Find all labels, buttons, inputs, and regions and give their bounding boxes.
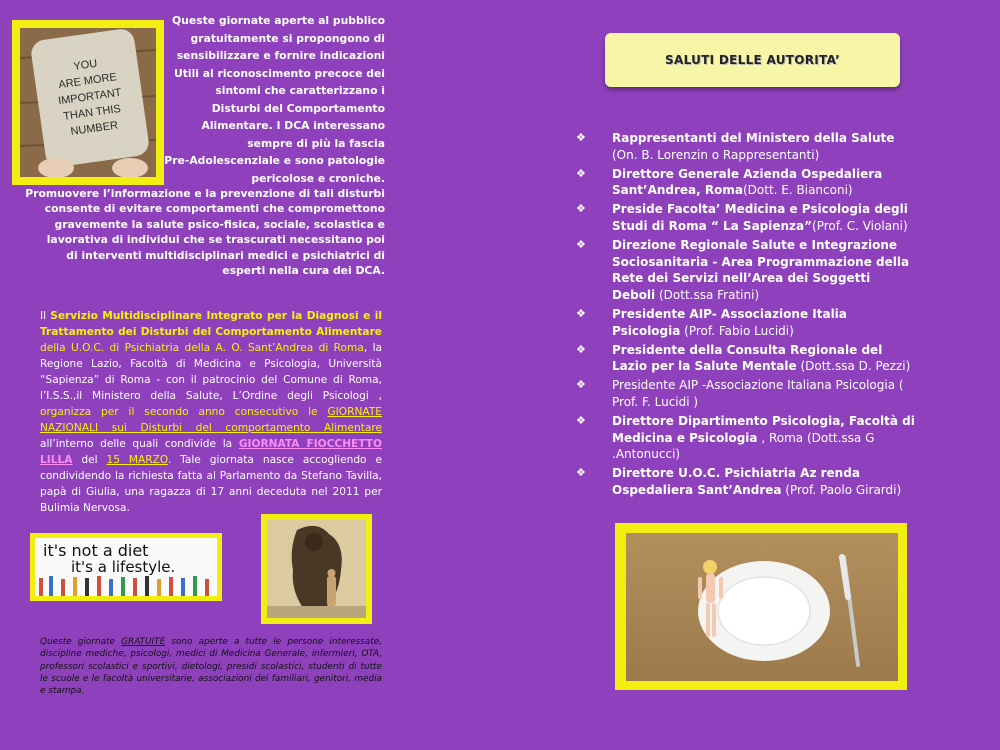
diamond-bullet-icon: ❖	[576, 466, 586, 480]
servizio-il: Il	[40, 310, 51, 322]
authorities-title-box	[605, 33, 900, 87]
plate-illustration	[626, 533, 898, 681]
diet-line-2: it's a lifestyle.	[71, 558, 176, 576]
authorities-list	[576, 130, 916, 501]
item-normal: (On. B. Lorenzin o Rappresentanti)	[612, 147, 820, 162]
servizio-paragraph	[40, 308, 382, 516]
prevention-line: di interventi multidisciplinari medici e psichiatrici di	[66, 248, 385, 262]
item-bold: Presidente AIP- Associazione Italia Psicologia	[612, 306, 847, 338]
item-bold: Presidente della Consulta Regionale del Lazio per la Salute Mentale	[612, 342, 883, 374]
list-item	[576, 413, 916, 463]
item-bold: Direzione Regionale Salute e Integrazione Sociosanitaria - Area Programmazione della Rete dei Servizi nell’Area dei Soggetti Deboli	[612, 237, 910, 303]
prevention-line: esperti nella cura dei DCA.	[222, 264, 385, 278]
list-item	[576, 130, 916, 164]
item-normal: (Prof. C. Violani)	[812, 218, 908, 233]
list-item	[576, 237, 916, 304]
giornate-nazionali-link[interactable]: GIORNATE NAZIONALI sui Disturbi del comportamento Alimentare	[40, 406, 382, 434]
authorities-title: SALUTI DELLE AUTORITA’	[665, 53, 840, 67]
servizio-condivide: all’interno delle quali condivide la	[40, 438, 239, 450]
scale-text-3: IMPORTANT	[57, 86, 123, 108]
plate-photo	[626, 533, 898, 681]
footer-c: sono aperte a tutte le persone interessate, discipline mediche, psicologi, medici di Medicina Generale, infermieri, OTA, professori scolastici e sportivi, dietologi, presidi scolastici, studenti di tutte le scuole e le facoltà universitarie, associazioni dei familiari, genitori, media e stampa.	[40, 637, 382, 697]
list-item	[576, 166, 916, 200]
item-bold: Direttore Generale Azienda Ospedaliera Sant’Andrea, Roma	[612, 166, 883, 198]
intro-line: Queste giornate aperte al pubblico	[172, 14, 385, 27]
intro-line: sintomi che caratterizzano i	[215, 84, 385, 97]
servizio-del: del	[72, 454, 107, 466]
prevention-line: Promuovere l’informazione e la prevenzione di tali disturbi	[25, 187, 385, 200]
diamond-bullet-icon: ❖	[576, 378, 586, 392]
diamond-bullet-icon: ❖	[576, 413, 586, 427]
item-normal: (Dott. E. Bianconi)	[742, 183, 853, 198]
diet-line-1: it's not a diet	[43, 541, 149, 560]
intro-line: pericolose e croniche.	[251, 171, 385, 185]
footer-a: Queste giornate	[40, 637, 122, 647]
item-normal: , Roma (Dott.ssa G .Antonucci)	[612, 430, 875, 462]
prevention-line: gravemente la salute psico-fisica, sociale, scolastica e	[54, 217, 385, 231]
diet-illustration	[35, 538, 217, 596]
item-normal: Presidente AIP -Associazione Italiana Psicologia ( Prof. F. Lucidi )	[612, 378, 904, 409]
footer-gratuite: GRATUITE	[121, 637, 166, 647]
date-15-marzo: 15 MARZO	[106, 454, 168, 466]
scale-illustration	[20, 28, 156, 177]
intro-line: Pre-Adolescenziale e sono patologie	[164, 154, 385, 167]
item-normal: (Prof. Fabio Lucidi)	[680, 323, 794, 338]
diamond-bullet-icon: ❖	[576, 166, 586, 180]
diamond-bullet-icon: ❖	[576, 237, 586, 251]
intro-line: gratuitamente si propongono di	[190, 31, 385, 45]
servizio-uoc: della U.O.C. di Psichiatria della A. O. Sant’Andrea di Roma	[40, 342, 364, 354]
prevention-line: lavorativa di individui che se trascurati necessitano poi	[46, 233, 385, 247]
scale-text-1: YOU	[72, 57, 99, 73]
diamond-bullet-icon: ❖	[576, 131, 586, 144]
intro-line: Disturbi del Comportamento	[211, 101, 385, 115]
scale-text-5: NUMBER	[69, 119, 119, 138]
item-normal: (Dott.ssa D. Pezzi)	[796, 359, 911, 374]
audience-footer	[40, 636, 382, 697]
servizio-partners: , la Regione Lazio, Facoltà di Medicina e Psicologia, Università “Sapienza” di Roma - con il patrocinio del Comune di Roma, l’I.S.S.,il Ministero della Salute, L’Ordine degli Psicologi ,	[40, 342, 383, 402]
diamond-bullet-icon: ❖	[576, 306, 586, 320]
list-item	[576, 465, 916, 499]
intro-line: Utili al riconoscimento precoce dei	[173, 66, 385, 80]
diet-image	[35, 538, 217, 596]
intro-line: sensibilizzare e fornire indicazioni	[176, 49, 385, 62]
item-bold: Direttore U.O.C. Psichiatria Az renda Ospedaliera Sant’Andrea	[612, 466, 860, 497]
item-bold: Preside Facolta’ Medicina e Psicologia degli Studi di Roma “ La Sapienza”	[612, 202, 908, 233]
scale-text-4: THAN THIS	[62, 102, 122, 123]
servizio-name: Servizio Multidisciplinare Integrato per la Diagnosi e il Trattamento dei Disturbi del Comportamento Alimentare	[40, 310, 382, 338]
item-normal: (Dott.ssa Fratini)	[655, 288, 760, 303]
item-bold: Rappresentanti del Ministero della Salute	[612, 131, 895, 145]
list-item	[576, 201, 916, 235]
intro-text	[163, 12, 385, 187]
servizio-organizza: organizza per il secondo anno consecutivo le	[40, 406, 328, 418]
item-bold: Direttore Dipartimento Psicologia, Facoltà di Medicina e Psicologia	[612, 413, 915, 445]
item-normal: (Prof. Paolo Girardi)	[781, 482, 902, 497]
intro-line: Alimentare. I DCA interessano	[201, 119, 385, 132]
diamond-bullet-icon: ❖	[576, 342, 586, 356]
list-item	[576, 342, 916, 376]
list-item	[576, 306, 916, 340]
diamond-bullet-icon: ❖	[576, 202, 586, 216]
intro-line: sempre di più la fascia	[247, 136, 385, 150]
shadow-image	[267, 520, 366, 618]
prevention-text	[22, 186, 385, 278]
fiocchetto-lilla-link[interactable]: GIORNATA FIOCCHETTO LILLA	[40, 438, 382, 466]
scale-photo	[20, 28, 156, 177]
list-item	[576, 377, 916, 411]
prevention-line: consente di evitare comportamenti che compromettono	[44, 202, 385, 216]
scale-text-2: ARE MORE	[57, 71, 118, 92]
servizio-storia: . Tale giornata nasce accogliendo e condividendo la richiesta fatta al Parlamento da Stefano Tavilla, papà di Giulia, una ragazza di 17 anni deceduta nel 2011 per Bulimia Nervosa.	[40, 454, 382, 514]
shadow-figure-illustration	[267, 520, 366, 618]
